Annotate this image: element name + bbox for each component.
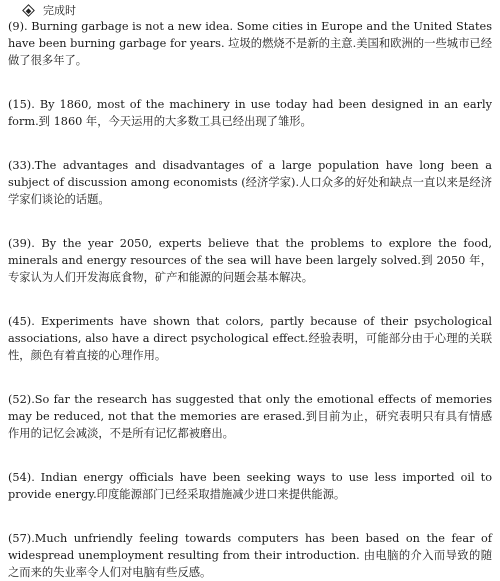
sentence-entry: (57).Much unfriendly feeling towards computers has been based on the fear of widespread unemployment resulting from their introduction. 由电脑的介入而导致的随之而来的失业率令人们对电脑有些反感。 <box>8 532 492 579</box>
sentence-list <box>8 18 492 581</box>
sentence-entry: (15). By 1860, most of the machinery in use today had been designed in an early form.到 1860 年，今天运用的大多数工具已经出现了雏形。 <box>8 98 492 128</box>
section-heading <box>24 2 492 18</box>
sentence-entry: (52).So far the research has suggested that only the emotional effects of memories may be reduced, not that the memories are erased.到目前为止，研究表明只有具有情感作用的记忆会减淡，不是所有记忆都被磨出。 <box>8 393 492 440</box>
section-heading-label: 完成时 <box>43 4 76 17</box>
sentence-entry: (33).The advantages and disadvantages of a large population have long been a subject of discussion among economists (经济学家).人口众多的好处和缺点一直以来是经济学家们谈论的话题。 <box>8 159 492 206</box>
sentence-entry: (39). By the year 2050, experts believe that the problems to explore the food, minerals and energy resources of the sea will have been largely solved.到 2050 年，专家认为人们开发海底食物，矿产和能源的问题会基本解决。 <box>8 237 492 284</box>
sentence-entry: (45). Experiments have shown that colors, partly because of their psychological associations, also have a direct psychological effect.经验表明，可能部分由于心理的关联性，颜色有着直接的心理作用。 <box>8 315 492 362</box>
sentence-entry: (9). Burning garbage is not a new idea. Some cities in Europe and the United States have been burning garbage for years. 垃圾的燃烧不是新的主意.美国和欧洲的一些城市已经做了很多年了。 <box>8 20 492 67</box>
diamond-bullet-icon <box>22 4 35 17</box>
sentence-entry: (54). Indian energy officials have been seeking ways to use less imported oil to provide energy.印度能源部门已经采取措施减少进口来提供能源。 <box>8 471 492 501</box>
